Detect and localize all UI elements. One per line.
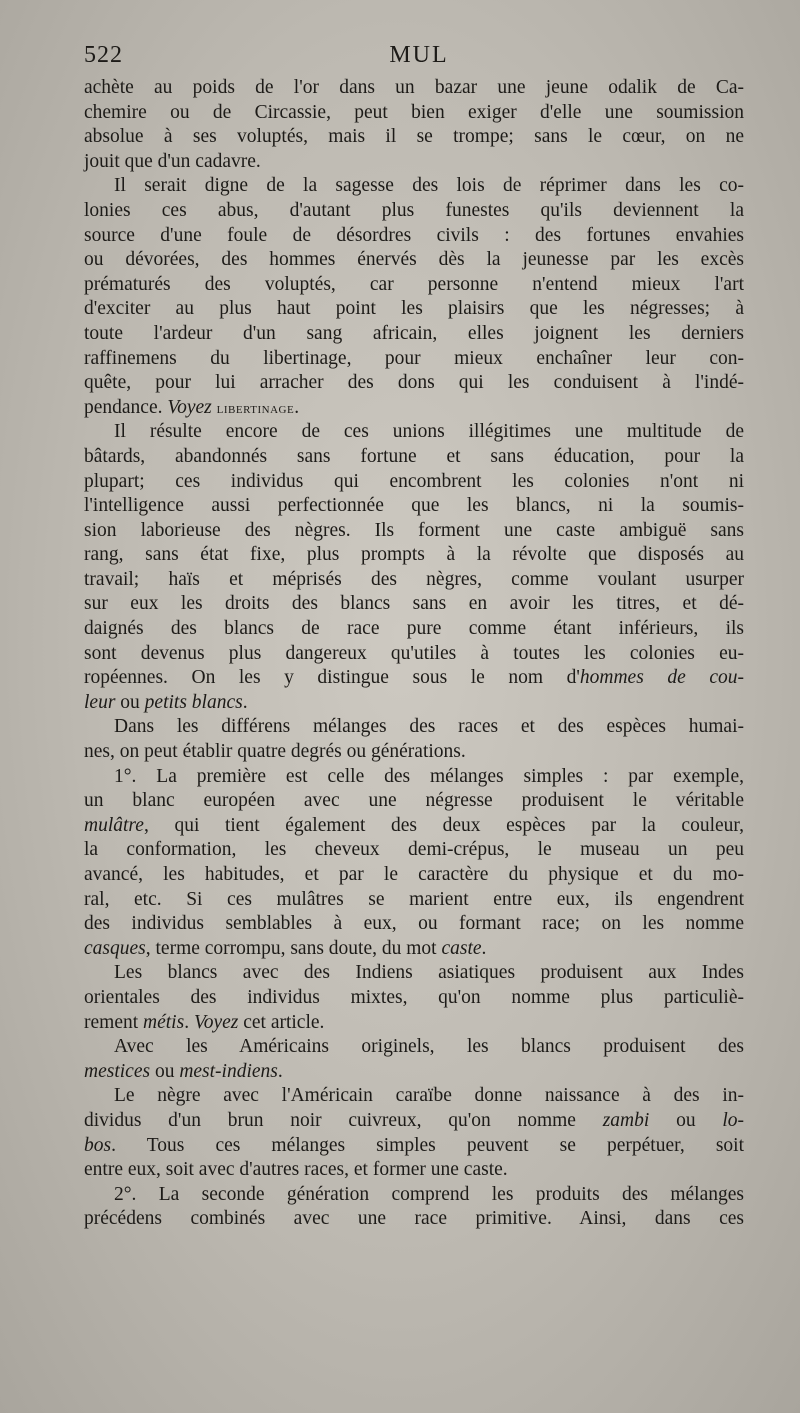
text-line (84, 1207, 744, 1232)
text-line (84, 1060, 744, 1085)
text-line (84, 101, 744, 126)
text-line (84, 986, 744, 1011)
text-line (84, 174, 744, 199)
text-segment: la conformation, les cheveux demi-crépus, le museau un peu (84, 839, 744, 861)
text-line (84, 912, 744, 937)
italic-text: mest-indiens (179, 1060, 278, 1082)
text-line (84, 937, 744, 962)
text-segment: précédens combinés avec une race primitive. Ainsi, dans ces (84, 1208, 744, 1230)
text-line (84, 76, 744, 101)
text-segment: . (184, 1011, 194, 1033)
text-line (84, 1011, 744, 1036)
text-line (84, 224, 744, 249)
italic-text: bos (84, 1134, 112, 1156)
text-segment: Les blancs avec des Indiens asiatiques produisent aux Indes (114, 962, 744, 984)
text-segment: travail; haïs et méprisés des nègres, comme voulant usurper (84, 568, 744, 590)
text-line (84, 420, 744, 445)
text-segment: 2°. La seconde génération comprend les produits des mélanges (114, 1183, 744, 1205)
text-segment: Le nègre avec l'Américain caraïbe donne naissance à des in- (114, 1085, 744, 1107)
text-line (84, 150, 744, 175)
text-line (84, 322, 744, 347)
text-segment: sur eux les droits des blancs sans en avoir les titres, et dé- (84, 593, 744, 615)
text-line (84, 1183, 744, 1208)
text-segment: un blanc européen avec une négresse produisent le véritable (84, 790, 744, 812)
text-line (84, 961, 744, 986)
italic-text: métis (143, 1011, 185, 1033)
text-segment: pendance. (84, 396, 168, 418)
italic-text: mestices (84, 1060, 151, 1082)
page-number: 522 (84, 42, 123, 68)
text-line (84, 445, 744, 470)
text-segment: lonies ces abus, d'autant plus funestes qu'ils deviennent la (84, 199, 744, 221)
text-segment: bâtards, abandonnés sans fortune et sans éducation, pour la (84, 445, 744, 467)
text-line (84, 396, 744, 421)
text-line (84, 666, 744, 691)
text-line (84, 494, 744, 519)
text-line (84, 888, 744, 913)
text-line (84, 347, 744, 372)
text-segment: ral, etc. Si ces mulâtres se marient entre eux, ils engendrent (84, 888, 744, 910)
text-segment: des individus semblables à eux, ou formant race; on les nomme (84, 913, 744, 935)
text-segment: 1°. La première est celle des mélanges simples : par exemple, (114, 765, 744, 787)
running-head: MUL (389, 42, 449, 68)
text-segment: ou (115, 691, 145, 713)
text-segment: plupart; ces individus qui encombrent les colonies n'ont ni (84, 470, 744, 492)
text-segment: absolue à ses voluptés, mais il se trompe; sans le cœur, on ne (84, 126, 744, 148)
italic-text: lo- (722, 1109, 744, 1131)
text-segment: sont devenus plus dangereux qu'utiles à toutes les colonies eu- (84, 642, 744, 664)
italic-text: caste (441, 937, 482, 959)
italic-text: Voyez (193, 1011, 239, 1033)
text-line (84, 297, 744, 322)
text-segment: Il serait digne de la sagesse des lois de réprimer dans les co- (114, 175, 744, 197)
text-line (84, 519, 744, 544)
text-line (84, 1084, 744, 1109)
italic-text: casques (84, 937, 146, 959)
italic-text: petits blancs (144, 691, 243, 713)
text-segment: prématurés des voluptés, car personne n'entend mieux l'art (84, 273, 744, 295)
text-segment: rement (84, 1011, 144, 1033)
text-segment: source d'une foule de désordres civils : des fortunes envahies (84, 224, 744, 246)
text-line (84, 248, 744, 273)
text-segment: achète au poids de l'or dans un bazar une jeune odalik de Ca- (84, 77, 744, 98)
text-segment: ou dévorées, des hommes énervés dès la jeunesse par les excès (84, 249, 744, 271)
text-segment: . (277, 1060, 283, 1082)
text-line (84, 838, 744, 863)
text-segment: entre eux, soit avec d'autres races, et former une caste. (84, 1159, 508, 1181)
text-segment: quête, pour lui arracher des dons qui les conduisent à l'indé- (84, 372, 744, 394)
text-segment: sion laborieuse des nègres. Ils forment une caste ambiguë sans (84, 519, 744, 541)
page-header (84, 42, 740, 76)
text-segment: chemire ou de Circassie, peut bien exiger d'elle une soumission (84, 101, 744, 123)
text-segment: , terme corrompu, sans doute, du mot (145, 937, 442, 959)
text-line (84, 592, 744, 617)
small-caps-text: libertinage (216, 399, 295, 417)
text-segment: daignés des blancs de race pure comme étant inférieurs, ils (84, 618, 744, 640)
text-segment: cet article. (238, 1011, 325, 1033)
text-line (84, 199, 744, 224)
text-line (84, 617, 744, 642)
text-segment: orientales des individus mixtes, qu'on nomme plus particuliè- (84, 986, 744, 1008)
italic-text: Voyez (167, 396, 212, 418)
text-line (84, 568, 744, 593)
text-segment: ou (649, 1109, 723, 1131)
text-line (84, 814, 744, 839)
text-segment: d'exciter au plus haut point les plaisirs que les négresses; à (84, 298, 744, 320)
text-line (84, 1035, 744, 1060)
text-line (84, 765, 744, 790)
text-segment: Il résulte encore de ces unions illégitimes une multitude de (114, 421, 744, 443)
text-line (84, 691, 744, 716)
text-segment: Avec les Américains originels, les blancs produisent des (114, 1036, 744, 1058)
text-segment: rang, sans état fixe, plus prompts à la révolte que disposés au (84, 544, 744, 566)
text-segment: l'intelligence aussi perfectionnée que les blancs, ni la soumis- (84, 495, 744, 517)
text-line (84, 642, 744, 667)
text-segment: toute l'ardeur d'un sang africain, elles joignent les derniers (84, 322, 744, 344)
italic-text: leur (84, 691, 116, 713)
text-line (84, 543, 744, 568)
text-segment: avancé, les habitudes, et par le caractère du physique et du mo- (84, 864, 744, 885)
text-line (84, 715, 744, 740)
text-line (84, 371, 744, 396)
italic-text: mulâtre (84, 814, 144, 836)
text-segment: jouit que d'un cadavre. (84, 150, 261, 172)
italic-text: zambi (602, 1109, 650, 1131)
text-segment: . (242, 691, 248, 713)
text-segment: . (481, 937, 487, 959)
text-segment: ou (150, 1060, 180, 1082)
italic-text: hommes de cou- (579, 667, 744, 689)
text-line (84, 125, 744, 150)
text-line (84, 1109, 744, 1134)
text-segment: , qui tient également des deux espèces par la couleur, (143, 814, 744, 836)
text-line (84, 273, 744, 298)
text-line (84, 863, 744, 888)
text-segment: ropéennes. On les y distingue sous le nom d' (84, 667, 580, 689)
text-segment: Dans les différens mélanges des races et des espèces humai- (114, 716, 744, 738)
body-text (84, 76, 744, 1232)
text-segment: raffinemens du libertinage, pour mieux enchaîner leur con- (84, 347, 744, 369)
text-line (84, 1134, 744, 1159)
text-segment: dividus d'un brun noir cuivreux, qu'on nomme (84, 1109, 603, 1131)
text-line (84, 470, 744, 495)
text-line (84, 1158, 744, 1183)
text-segment: . (294, 396, 300, 418)
text-line (84, 789, 744, 814)
text-segment: . Tous ces mélanges simples peuvent se perpétuer, soit (111, 1134, 744, 1156)
text-segment: nes, on peut établir quatre degrés ou générations. (84, 741, 466, 763)
text-line (84, 740, 744, 765)
